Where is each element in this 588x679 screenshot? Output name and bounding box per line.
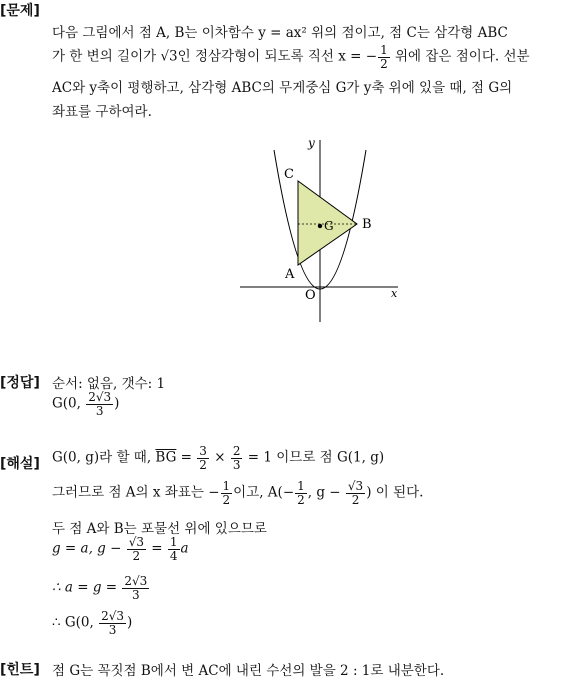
- fraction: [221, 480, 233, 506]
- answer-line-2: [52, 391, 119, 417]
- fraction-denominator: 4: [169, 548, 178, 563]
- y-axis-label: y: [308, 136, 315, 150]
- fraction: [346, 480, 365, 506]
- solution-text: g = a, g −: [52, 540, 126, 557]
- fraction: [99, 610, 126, 636]
- solution-text: G(0, g)라 할 때,: [52, 449, 156, 466]
- fraction: [168, 536, 180, 562]
- fraction-denominator: 3: [108, 622, 117, 637]
- fraction-denominator: 2: [297, 492, 305, 507]
- answer-tag: [정답]: [0, 375, 40, 391]
- solution-line-1: [52, 445, 384, 471]
- fraction-denominator: 3: [95, 403, 104, 418]
- fraction-numerator: √3: [347, 479, 364, 493]
- parabola-figure: [230, 128, 410, 328]
- fraction: [122, 575, 149, 601]
- problem-tag: [문제]: [0, 3, 40, 19]
- solution-text: = 1 이므로 점 G(1, g): [243, 449, 385, 466]
- problem-line-3: AC와 y축이 평행하고, 삼각형 ABC의 무게중심 G가 y축 위에 있을 때, 점 G의: [52, 80, 513, 96]
- origin-label: O: [305, 288, 316, 303]
- problem-line-1: 다음 그림에서 점 A, B는 이차함수 y = ax² 위의 점이고, 점 C는 삼각형 ABC: [52, 25, 508, 41]
- answer-line-1: 순서: 없음, 갯수: 1: [52, 376, 166, 392]
- solution-text: , g −: [307, 484, 345, 501]
- solution-text: 그러므로 점 A의 x 좌표는 −: [52, 484, 220, 501]
- solution-text: =: [146, 540, 167, 557]
- fraction-denominator: 2: [351, 492, 360, 507]
- centroid-point: [318, 224, 322, 228]
- solution-text: =: [176, 449, 197, 466]
- point-b-label: B: [362, 217, 372, 232]
- problem-line-2b: 위에 잡은 점이다. 선분: [390, 48, 530, 65]
- segment-bg: $\overline{BG}$: [155, 449, 177, 466]
- fraction-denominator: 2: [199, 457, 207, 472]
- fraction: [127, 536, 146, 562]
- problem-line-4: 좌표를 구하여라.: [52, 104, 152, 120]
- fraction-numerator: 2√3: [124, 574, 148, 588]
- solution-line-6: [52, 610, 132, 636]
- point-g-label: G: [324, 219, 334, 233]
- solution-text: ×: [209, 449, 230, 466]
- solution-line-2: [52, 480, 423, 506]
- answer-g-prefix: G(0,: [52, 395, 86, 412]
- problem-line-2: [52, 44, 530, 70]
- fraction-denominator: 2: [222, 492, 231, 507]
- fraction-denominator: 2: [132, 548, 141, 563]
- point-c-label: C: [284, 167, 294, 182]
- fraction-numerator: √3: [128, 535, 144, 549]
- solution-text: 이고, A(−: [233, 484, 295, 501]
- solution-text: a: [180, 540, 189, 557]
- solution-line-4: [52, 536, 189, 562]
- fraction-numerator: 2√3: [101, 609, 125, 623]
- fraction: [197, 445, 209, 471]
- fraction: [295, 480, 307, 506]
- solution-line-3: 두 점 A와 B는 포물선 위에 있으므로: [52, 521, 267, 537]
- point-a-label: A: [285, 267, 295, 282]
- fraction-numerator: 1: [169, 535, 178, 549]
- hint-tag: [힌트]: [0, 662, 40, 678]
- fraction-numerator: 1: [380, 43, 388, 57]
- fraction: [378, 44, 390, 70]
- fraction-denominator: 2: [380, 56, 388, 71]
- hint-text: 점 G는 꼭짓점 B에서 변 AC에 내린 수선의 발을 2 : 1로 내분한다.: [52, 663, 445, 679]
- solution-text: ) 이 된다.: [366, 484, 424, 501]
- fraction-numerator: 1: [222, 479, 231, 493]
- fraction: [86, 391, 113, 417]
- fraction-numerator: 3: [199, 444, 207, 458]
- problem-line-2a: 가 한 변의 길이가 √3인 정삼각형이 되도록 직선 x = −: [52, 48, 378, 65]
- x-axis-label: x: [391, 287, 398, 300]
- solution-text: ): [127, 614, 133, 631]
- fraction-numerator: 1: [297, 479, 305, 493]
- solution-tag: [해설]: [0, 456, 40, 472]
- fraction: [231, 445, 243, 471]
- solution-text: ∴ G(0,: [52, 614, 99, 631]
- solution-line-5: [52, 575, 150, 601]
- solution-text: ∴ a = g =: [52, 579, 122, 596]
- fraction-numerator: 2: [232, 444, 241, 458]
- answer-g-suffix: ): [114, 395, 120, 412]
- fraction-denominator: 3: [232, 457, 241, 472]
- fraction-denominator: 3: [132, 587, 140, 602]
- fraction-numerator: 2√3: [88, 390, 112, 404]
